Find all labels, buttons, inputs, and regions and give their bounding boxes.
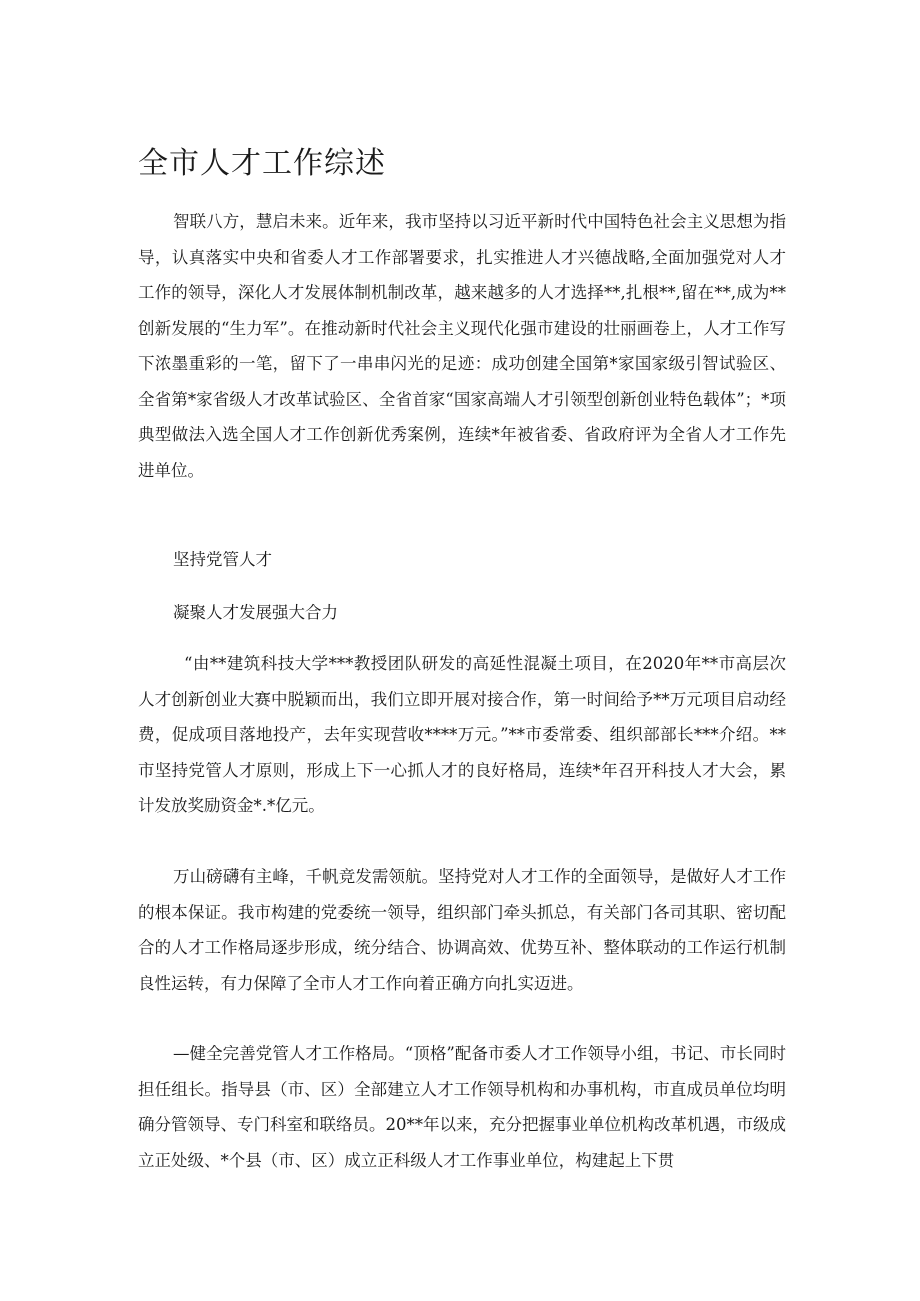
quote-paragraph: “由**建筑科技大学***教授团队研发的高延性混凝土项目，在2020年**市高层次人才创新创业大赛中脱颖而出，我们立即开展对接合作，第一时间给予**万元项目启动经费，促成项目落地投产，去年实现营收****万元。”**市委常委、组织部部长***介绍。**市坚持党管人才原则，形成上下一心抓人才的良好格局，连续*年召开科技人才大会，累计发放奖励资金*.*亿元。	[138, 654, 786, 815]
section-heading-party-leadership: 坚持党管人才	[173, 550, 272, 569]
document-title: 全市人才工作综述	[138, 146, 386, 181]
section-subheading-synergy: 凝聚人才发展强大合力	[173, 603, 338, 622]
leadership-paragraph: 万山磅礴有主峰，千帆竞发需领航。坚持党对人才工作的全面领导，是做好人才工作的根本保证。我市构建的党委统一领导，组织部门牵头抓总，有关部门各司其职、密切配合的人才工作格局逐步形成，统分结合、协调高效、优势互补、整体联动的工作运行机制良性运转，有力保障了全市人才工作向着正确方向扎实迈进。	[138, 867, 786, 993]
structure-paragraph: —健全完善党管人才工作格局。“顶格”配备市委人才工作领导小组，书记、市长同时担任组长。指导县（市、区）全部建立人才工作领导机构和办事机构，市直成员单位均明确分管领导、专门科室和联络员。20**年以来，充分把握事业单位机构改革机遇，市级成立正处级、*个县（市、区）成立正科级人才工作事业单位，构建起上下贯	[138, 1044, 786, 1170]
intro-paragraph: 智联八方，慧启未来。近年来，我市坚持以习近平新时代中国特色社会主义思想为指导，认真落实中央和省委人才工作部署要求，扎实推进人才兴德战略,全面加强党对人才工作的领导，深化人才发展体制机制改革，越来越多的人才选择**,扎根**,留在**,成为**创新发展的“生力军”。在推动新时代社会主义现代化强市建设的壮丽画卷上，人才工作写下浓墨重彩的一笔，留下了一串串闪光的足迹：成功创建全国第*家国家级引智试验区、全省第*家省级人才改革试验区、全省首家“国家高端人才引领型创新创业特色载体”；*项典型做法入选全国人才工作创新优秀案例，连续*年被省委、省政府评为全省人才工作先进单位。	[138, 212, 786, 480]
